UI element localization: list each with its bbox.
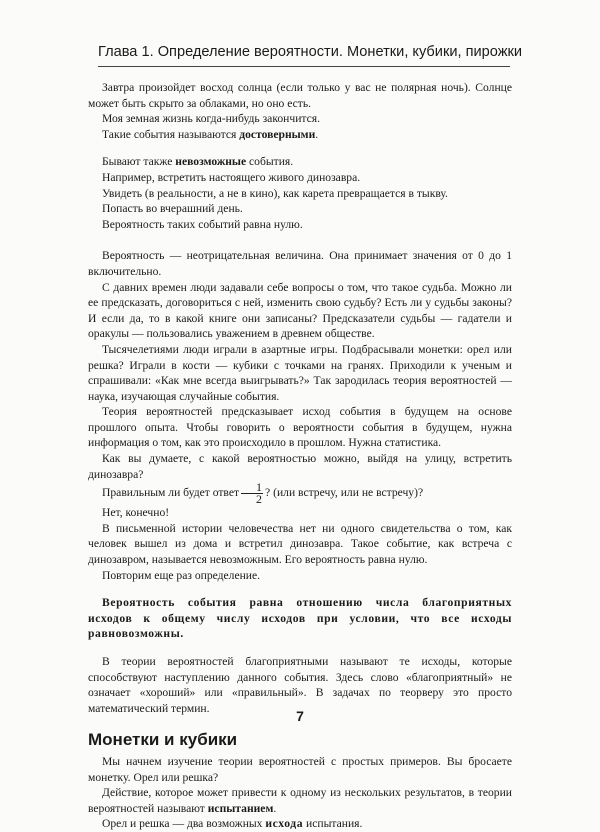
section-title: Монетки и кубики [88,730,238,750]
paragraph: Нет, конечно! [102,506,170,520]
paragraph [88,127,512,143]
fraction-one-half [241,482,263,505]
text-run: . [315,127,319,141]
paragraph: Увидеть (в реальности, а не в кино), как карета превращается в тыкву. [102,186,448,200]
fraction-numerator: 1 [241,482,263,494]
text-run: Такие события называются [102,127,240,141]
paragraph [88,154,512,170]
paragraph: С давних времен люди задавали себе вопросы о том, что такое судьба. Можно ли ее предсказать, договориться с ней, изменить свою судьбу? Есть ли у судьбы законы? И если да, то в какой книге они записаны? Предсказатели судьбы — гадатели и оракулы — пользовались уважением в древнем обществе. [88,280,512,341]
paragraph: В письменной истории человечества нет ни одного свидетельства о том, как человек вышел из дома и встретил динозавра. Такое событие, как встреча с динозавром, называется невозможным. Его вероятность равна нулю. [88,521,512,567]
paragraph: Завтра произойдет восход солнца (если только у вас не полярная ночь). Солнце может быть скрыто за облаками, но оно есть. [88,81,512,110]
paragraph: Как вы думаете, с какой вероятностью можно, выйдя на улицу, встретить динозавра? [88,452,512,481]
page-number: 7 [296,708,304,724]
text-run: Действие, которое может привести к одному из нескольких результатов, в теории вероятностей называют [88,786,512,815]
paragraph [88,816,512,832]
text-run: . [273,801,277,815]
term-impossible: невозможные [175,155,247,169]
paragraph [88,785,512,816]
paragraph: Попасть во вчерашний день. [102,202,243,216]
paragraph [88,482,512,505]
header-rule [98,66,510,67]
paragraph: Вероятность — неотрицательная величина. Она принимает значения от 0 до 1 включительно. [88,249,512,278]
paragraph: Моя земная жизнь когда-нибудь закончится. [102,112,320,126]
text-run: Бывают также [102,155,176,169]
text-run: ? (или встречу, или не встречу)? [265,486,424,500]
text-run: Правильным ли будет ответ [102,486,240,500]
running-header: Глава 1. Определение вероятности. Монетки, кубики, пирожки [98,44,523,60]
paragraph: В теории вероятностей благоприятными называют те исходы, которые способствуют наступлению данного события. Здесь слово «благоприятный» не означает «хороший» или «правильный». В задачах по теорверу это просто математический термин. [88,655,512,715]
text-run: события. [246,155,294,169]
paragraph: Тысячелетиями люди играли в азартные игры. Подбрасывали монетки: орел или решка? Играли в кости — кубики с точками на гранях. Приходили к ученым и спрашивали: «Как мне всегда выигрывать?» Так зародилась теория вероятностей — наука, изучающая случайные события. [88,342,512,403]
fraction-denominator: 2 [256,492,263,507]
text-run: испытания. [303,817,363,831]
term-certain: достоверными [239,127,316,141]
paragraph: Вероятность таких событий равна нулю. [102,217,303,231]
paragraph: Повторим еще раз определение. [102,568,261,582]
paragraph: Например, встретить настоящего живого динозавра. [102,170,361,184]
term-trial: испытанием [207,801,274,815]
definition-text: Вероятность события равна отношению числа благоприятных исходов к общему числу исходов при условии, что все исходы равновозможны. [88,596,512,641]
definition [88,595,512,642]
paragraph: Теория вероятностей предсказывает исход события в будущем на основе прошлого опыта. Чтобы говорить о вероятности события в будущем, нужна информация о том, как это происходило в прошлом. Нужна статистика. [88,405,512,450]
term-outcome: исхода [265,817,304,831]
text-run: Орел и решка — два возможных [102,817,266,831]
paragraph: Мы начнем изучение теории вероятностей с простых примеров. Вы бросаете монетку. Орел или решка? [88,754,512,784]
